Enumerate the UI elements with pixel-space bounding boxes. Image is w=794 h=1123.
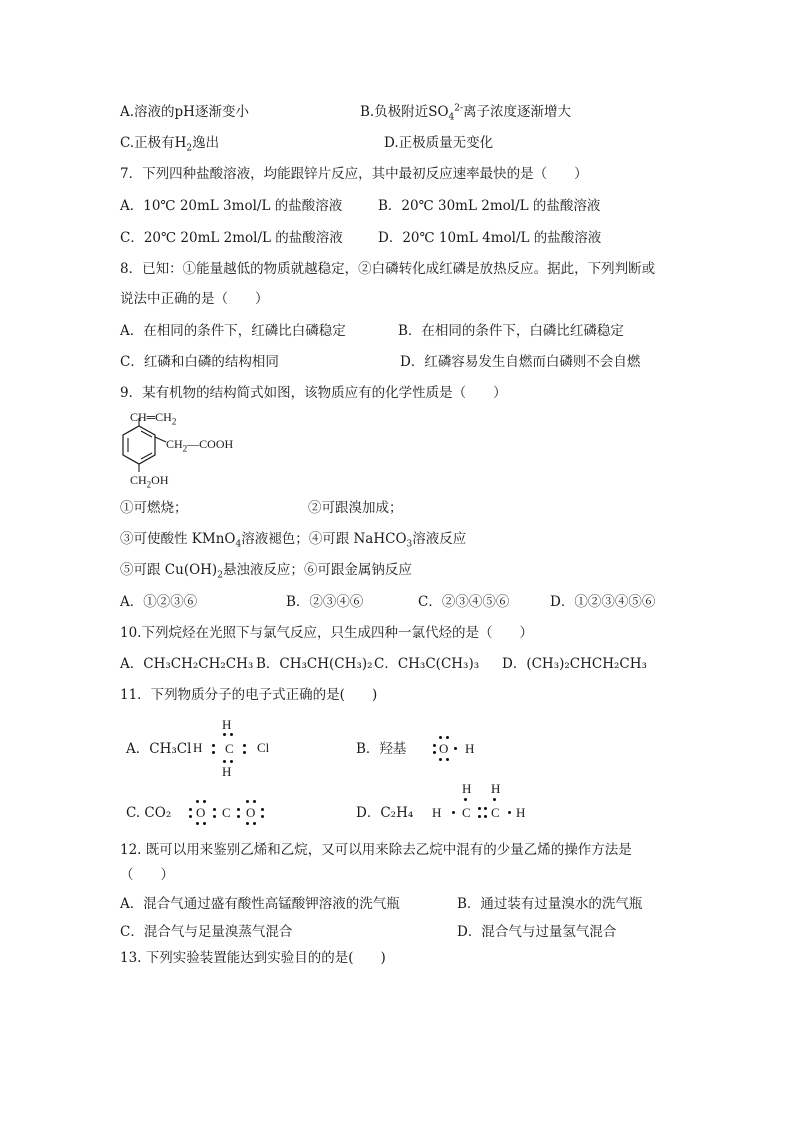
- q6-c-sub: 2: [186, 143, 193, 154]
- q10-option-b: B．CH₃CH(CH₃)₂: [256, 656, 373, 672]
- q11-c-o-left: O: [196, 805, 206, 820]
- q8-option-a: A．在相同的条件下，红磷比白磷稳定: [120, 323, 346, 339]
- p6-text: ⑥可跟金属钠反应: [303, 562, 412, 578]
- q11-c-o-right: O: [246, 805, 256, 820]
- q10-option-a: A．CH₃CH₂CH₂CH₃: [120, 656, 254, 672]
- electron-dot: [261, 815, 264, 818]
- electron-dot: [253, 822, 256, 825]
- electron-dot: [508, 811, 511, 814]
- electron-dot: [212, 751, 215, 754]
- electron-dot: [253, 800, 256, 803]
- q11-option-b-label: B．羟基: [356, 741, 407, 757]
- q11-d-h-right: H: [516, 805, 526, 820]
- q9-structure-acetic: [166, 437, 233, 452]
- q9-property-2: ②可跟溴加成；: [308, 500, 403, 516]
- electron-dot: [484, 815, 487, 818]
- hydroxymethyl-sub: 2: [146, 479, 152, 490]
- electron-dot: [446, 736, 449, 739]
- q8-option-c: C．红磷和白磷的结构相同: [120, 354, 279, 370]
- q10-option-c: C．CH₃C(CH₃)₃: [374, 656, 480, 672]
- q11-option-a-label: A．CH₃Cl: [126, 741, 192, 757]
- q6-b-text: B.负极附近SO: [360, 104, 449, 120]
- electron-dot: [439, 758, 442, 761]
- q11-d-h-top1: H: [462, 781, 472, 796]
- q9-structure-hydroxymethyl: [130, 473, 169, 488]
- q9-property-5-6: [120, 561, 412, 579]
- p3-sub2: 3: [406, 539, 413, 550]
- p5-text: ⑤可跟 Cu(OH): [120, 562, 218, 578]
- p5-sub: 2: [217, 570, 223, 581]
- q13-stem: 13. 下列实验装置能达到实验目的的是( ): [120, 950, 386, 966]
- q6-option-d: D.正极质量无变化: [384, 135, 494, 151]
- electron-dot: [452, 811, 455, 814]
- q9-option-d: D．①②③④⑤⑥: [550, 594, 656, 610]
- electron-dot: [478, 815, 481, 818]
- q6-c-text2: 逸出: [192, 135, 220, 151]
- electron-dot: [243, 751, 246, 754]
- electron-dot: [196, 822, 199, 825]
- electron-dot: [203, 800, 206, 803]
- electron-dot: [246, 822, 249, 825]
- q11-d-c1: C: [462, 805, 471, 820]
- electron-dot: [454, 747, 457, 750]
- q9-property-1: ①可燃烧；: [120, 500, 188, 516]
- q11-d-c2: C: [491, 805, 500, 820]
- q9-property-3-4: [120, 530, 466, 548]
- electron-dot: [464, 798, 467, 801]
- q11-d-h-left: H: [432, 805, 442, 820]
- q12-stem-line2: （ ）: [120, 867, 174, 883]
- q7-option-c: C．20℃ 20mL 2mol/L 的盐酸溶液: [120, 230, 343, 246]
- electron-dot: [230, 733, 233, 736]
- q12-option-b: B．通过装有过量溴水的洗气瓶: [457, 896, 643, 912]
- q11-option-c-label: C. CO₂: [126, 805, 172, 821]
- q11-stem: 11．下列物质分子的电子式正确的是( ): [120, 687, 378, 703]
- q9-structure-vinyl: [130, 410, 176, 425]
- electron-dot: [196, 800, 199, 803]
- hydroxymethyl-text: CH: [130, 473, 147, 487]
- q8-option-b: B．在相同的条件下，白磷比红磷稳定: [398, 323, 624, 339]
- acetic-sub: 2: [182, 443, 188, 454]
- p3-text3: 溶液反应: [412, 531, 467, 547]
- electron-dot: [223, 733, 226, 736]
- q11-b-o: O: [439, 741, 449, 756]
- electron-dot: [243, 744, 246, 747]
- q6-b-text2: 离子浓度逐渐增大: [463, 104, 572, 120]
- q10-stem: 10.下列烷烃在光照下与氯气反应，只生成四种一氯代烃的是（ ）: [120, 625, 533, 641]
- electron-dot: [189, 815, 192, 818]
- q9-option-c: C．②③④⑤⑥: [418, 594, 510, 610]
- q6-option-c: [120, 134, 219, 152]
- hydroxymethyl-text2: OH: [151, 473, 169, 487]
- q9-option-a: A．①②③⑥: [120, 594, 198, 610]
- q12-stem-line1: 12. 既可以用来鉴别乙烯和乙烷，又可以用来除去乙烷中混有的少量乙烯的操作方法是: [120, 842, 632, 858]
- q10-option-d: D．(CH₃)₂CHCH₂CH₃: [502, 656, 647, 672]
- electron-dot: [246, 800, 249, 803]
- q6-c-text: C.正极有H: [120, 135, 187, 151]
- p5-text2: 悬浊液反应；: [222, 562, 304, 578]
- acetic-text2: —COOH: [187, 437, 234, 451]
- q12-option-c: C．混合气与足量溴蒸气混合: [120, 924, 293, 940]
- q8-option-d: D．红磷容易发生自燃而白磷则不会自燃: [400, 354, 641, 370]
- q12-option-d: D．混合气与过量氢气混合: [457, 924, 617, 940]
- p3-text2: 溶液褪色；④可跟 NaHCO: [241, 531, 407, 547]
- q11-a-c: C: [225, 741, 234, 756]
- q11-d-h-top2: H: [491, 781, 501, 796]
- q11-option-d-label: D．C₂H₄: [356, 805, 414, 821]
- electron-dot: [433, 744, 436, 747]
- electron-dot: [237, 808, 240, 811]
- q11-a-h-left: H: [193, 740, 203, 755]
- q8-stem-line1: 8．已知：①能量越低的物质就越稳定，②白磷转化成红磷是放热反应。据此，下列判断或: [120, 261, 656, 277]
- electron-dot: [223, 760, 226, 763]
- q12-option-a: A．混合气通过盛有酸性高锰酸钾溶液的洗气瓶: [120, 896, 400, 912]
- q6-b-sup: 2-: [454, 103, 464, 114]
- electron-dot: [433, 751, 436, 754]
- electron-dot: [446, 758, 449, 761]
- q11-b-h: H: [465, 741, 475, 756]
- electron-dot: [212, 744, 215, 747]
- p3-sub: 4: [235, 539, 242, 550]
- q6-option-b: [360, 103, 571, 121]
- acetic-text: CH: [166, 437, 183, 451]
- electron-dot: [189, 808, 192, 811]
- electron-dot: [203, 822, 206, 825]
- q11-c-c: C: [222, 805, 231, 820]
- electron-dot: [478, 807, 481, 810]
- q6-option-a: A.溶液的pH逐渐变小: [120, 104, 249, 120]
- electron-dot: [484, 807, 487, 810]
- q9-option-b: B．②③④⑥: [286, 594, 364, 610]
- q6-b-sub: 4: [448, 112, 455, 123]
- q11-a-h-bottom: H: [222, 764, 232, 779]
- vinyl-text: CH═CH: [130, 410, 172, 424]
- q7-option-a: A．10℃ 20mL 3mol/L 的盐酸溶液: [120, 198, 343, 214]
- q7-option-b: B．20℃ 30mL 2mol/L 的盐酸溶液: [378, 198, 601, 214]
- p3-text: ③可使酸性 KMnO: [120, 531, 236, 547]
- q11-a-cl: Cl: [257, 740, 270, 755]
- q9-stem: 9．某有机物的结构简式如图，该物质应有的化学性质是（ ）: [120, 385, 507, 401]
- vinyl-sub: 2: [171, 416, 177, 427]
- q11-a-h-top: H: [222, 717, 232, 732]
- electron-dot: [237, 815, 240, 818]
- q7-option-d: D．20℃ 10mL 4mol/L 的盐酸溶液: [378, 230, 602, 246]
- electron-dot: [213, 808, 216, 811]
- electron-dot: [230, 760, 233, 763]
- electron-dot: [213, 815, 216, 818]
- electron-dot: [493, 798, 496, 801]
- q7-stem: 7．下列四种盐酸溶液，均能跟锌片反应，其中最初反应速率最快的是（ ）: [120, 166, 588, 182]
- electron-dot: [439, 736, 442, 739]
- electron-dot: [261, 808, 264, 811]
- q8-stem-line2: 说法中正确的是（ ）: [120, 291, 269, 307]
